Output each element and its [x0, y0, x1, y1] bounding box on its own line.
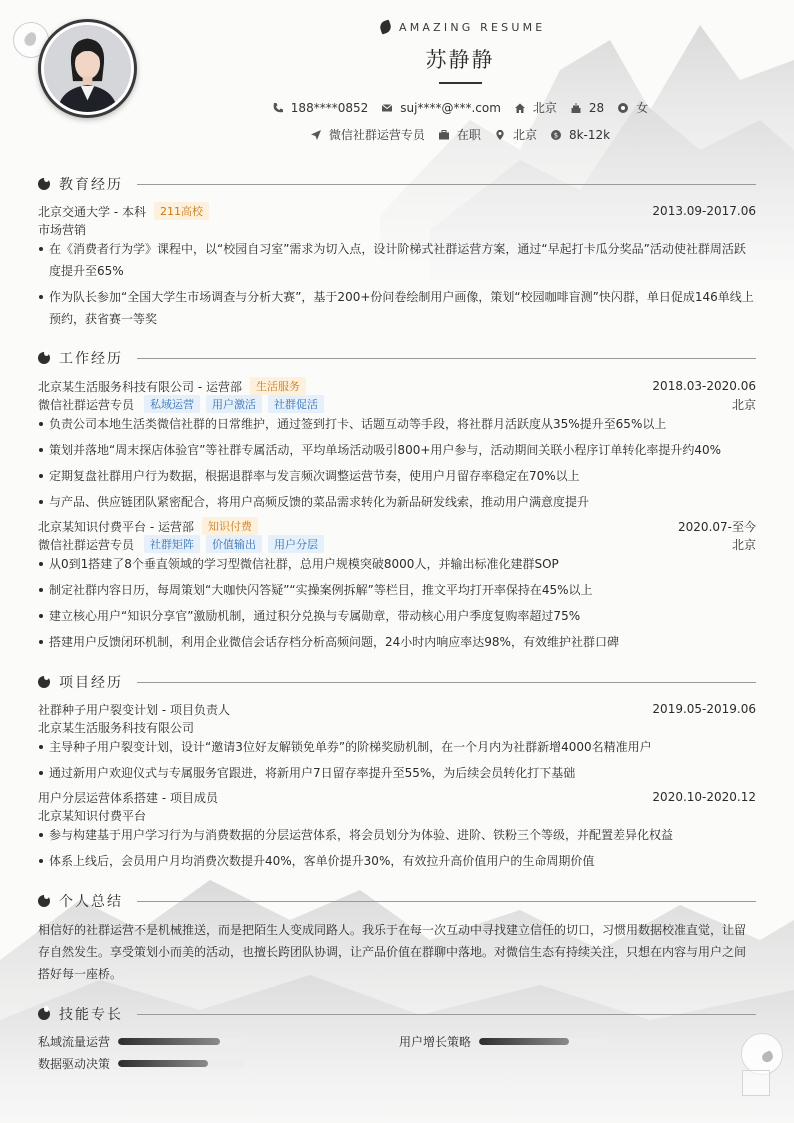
brand-text: AMAZING RESUME	[399, 20, 546, 34]
job-city: 北京	[731, 537, 756, 552]
project-org: 北京某生活服务科技有限公司	[38, 720, 195, 735]
home-icon	[514, 102, 526, 114]
contact-age: 28	[570, 101, 604, 115]
location-pin-icon	[494, 129, 506, 141]
contact-row	[0, 99, 794, 116]
skill-item: 私域流量运营	[38, 1032, 246, 1050]
job-city: 北京	[731, 397, 756, 412]
project-header	[38, 788, 756, 806]
skill-bar	[118, 1038, 246, 1045]
intent-status: 在职	[438, 126, 481, 143]
cake-icon	[570, 102, 582, 114]
job-position-row	[38, 395, 756, 413]
job-header	[38, 377, 756, 395]
leaf-icon	[38, 676, 50, 688]
gender-icon	[617, 102, 629, 114]
leaf-icon	[38, 1008, 50, 1020]
phone-icon	[272, 102, 284, 114]
job-bullet: 从0到1搭建了8个垂直领域的学习型微信社群，总用户规模突破8000人，并输出标准化建群SOP	[38, 553, 756, 575]
contact-city: 北京	[514, 99, 557, 116]
company-name: 北京某知识付费平台 - 运营部	[38, 519, 194, 534]
section-education-title: 教育经历	[38, 174, 756, 194]
skill-bar-fill	[118, 1038, 220, 1045]
project-header	[38, 700, 756, 718]
skill-tag: 社群促活	[268, 395, 324, 413]
section-divider	[137, 358, 756, 359]
contact-phone: 188****0852	[272, 101, 368, 115]
skill-bar-fill	[118, 1060, 208, 1067]
candidate-name: 苏静静	[425, 48, 495, 72]
project-name: 用户分层运营体系搭建 - 项目成员	[38, 790, 218, 805]
school-tag: 211高校	[154, 202, 209, 220]
section-divider	[137, 184, 756, 185]
project-date: 2020.10-2020.12	[652, 790, 756, 804]
skill-tag: 私域运营	[144, 395, 200, 413]
skill-tag: 用户激活	[206, 395, 262, 413]
leaf-icon	[38, 178, 50, 190]
seal-stamp-icon	[742, 1070, 770, 1096]
project-bullet: 通过新用户欢迎仪式与专属服务官跟进，将新用户7日留存率提升至55%，为后续会员转化打下基础	[38, 762, 756, 784]
education-bullet: 作为队长参加“全国大学生市场调查与分析大赛”，基于200+份问卷绘制用户画像，策划“校园咖啡盲测”快闪群，单日促成146单线上预约，获省赛一等奖	[38, 286, 756, 330]
leaf-icon	[378, 19, 392, 34]
education-date: 2013.09-2017.06	[652, 204, 756, 218]
project-name: 社群种子用户裂变计划 - 项目负责人	[38, 702, 230, 717]
section-divider	[137, 1014, 756, 1015]
industry-tag: 生活服务	[250, 377, 306, 395]
job-bullet: 建立核心用户“知识分享官”激励机制，通过积分兑换与专属勋章，带动核心用户季度复购率超过75%	[38, 605, 756, 627]
leaf-icon	[38, 895, 50, 907]
job-intent-row	[0, 126, 794, 143]
project-org: 北京某知识付费平台	[38, 808, 147, 823]
job-position: 微信社群运营专员	[38, 537, 135, 552]
project-bullet: 体系上线后，会员用户月均消费次数提升40%，客单价提升30%，有效拉升高价值用户的生命周期价值	[38, 850, 756, 872]
education-major: 市场营销	[38, 222, 87, 237]
job-position-row	[38, 535, 756, 553]
job-date: 2020.07-至今	[678, 519, 756, 534]
summary-text: 相信好的社群运营不是机械推送，而是把陌生人变成同路人。我乐于在每一次互动中寻找建立信任的切口，习惯用数据校准直觉，让留存自然发生。享受策划小而美的活动，也擅长跨团队协调，让产品价值在群聊中落地。对微信生态有持续关注，只想在内容与用户之间搭好每一座桥。	[38, 923, 747, 981]
section-projects-title: 项目经历	[38, 672, 756, 692]
section-divider	[137, 901, 756, 902]
skill-tag: 用户分层	[268, 535, 324, 553]
job-bullet: 与产品、供应链团队紧密配合，将用户高频反馈的菜品需求转化为新品研发线索，推动用户满意度提升	[38, 491, 756, 513]
skill-bar	[118, 1060, 246, 1067]
skill-tag: 价值输出	[206, 535, 262, 553]
job-bullet: 策划并落地“周末探店体验官”等社群专属活动，平均单场活动吸引800+用户参与，活动期间关联小程序订单转化率提升约40%	[38, 439, 756, 461]
school-name: 北京交通大学 - 本科	[38, 204, 146, 219]
briefcase-icon	[438, 129, 450, 141]
skill-bar-fill	[479, 1038, 569, 1045]
leaf-badge-icon	[741, 1033, 783, 1075]
intent-city: 北京	[494, 126, 537, 143]
contact-gender: 女	[617, 99, 648, 116]
salary-icon	[550, 129, 562, 141]
job-bullet: 搭建用户反馈闭环机制，利用企业微信会话存档分析高频问题，24小时内响应率达98%，有效维护社群口碑	[38, 631, 756, 653]
svg-text:$: $	[553, 131, 559, 139]
section-skills-title: 技能专长	[38, 1004, 756, 1024]
section-work-title: 工作经历	[38, 348, 756, 368]
mail-icon	[381, 102, 393, 114]
company-name: 北京某生活服务科技有限公司 - 运营部	[38, 379, 242, 394]
job-bullet: 负责公司本地生活类微信社群的日常维护，通过签到打卡、话题互动等手段，将社群月活跃度从35%提升至65%以上	[38, 413, 756, 435]
section-divider	[137, 682, 756, 683]
job-bullet: 制定社群内容日历，每周策划“大咖快闪答疑”“实操案例拆解”等栏目，推文平均打开率保持在45%以上	[38, 579, 756, 601]
brand	[380, 20, 545, 34]
job-header	[38, 517, 756, 535]
education-bullet: 在《消费者行为学》课程中，以“校园自习室”需求为切入点，设计阶梯式社群运营方案，通过“早起打卡瓜分奖品”活动使社群周活跃度提升至65%	[38, 238, 756, 282]
skill-item: 数据驱动决策	[38, 1054, 246, 1072]
intent-position: 微信社群运营专员	[310, 126, 425, 143]
skill-item: 用户增长策略	[399, 1032, 607, 1050]
project-bullet: 主导种子用户裂变计划，设计“邀请3位好友解锁免单券”的阶梯奖励机制，在一个月内为社群新增4000名精准用户	[38, 736, 756, 758]
skill-bar	[479, 1038, 607, 1045]
contact-email: suj****@***.com	[381, 101, 501, 115]
skill-tag: 社群矩阵	[144, 535, 200, 553]
job-date: 2018.03-2020.06	[652, 379, 756, 393]
send-icon	[310, 129, 322, 141]
leaf-icon	[38, 352, 50, 364]
intent-salary: $ 8k-12k	[550, 128, 610, 142]
project-date: 2019.05-2019.06	[652, 702, 756, 716]
section-summary-title: 个人总结	[38, 891, 756, 911]
industry-tag: 知识付费	[202, 517, 258, 535]
project-bullet: 参与构建基于用户学习行为与消费数据的分层运营体系，将会员划分为体验、进阶、铁粉三个等级，并配置差异化权益	[38, 824, 756, 846]
education-header	[38, 202, 756, 220]
job-position: 微信社群运营专员	[38, 397, 135, 412]
name-divider	[439, 82, 482, 84]
job-bullet: 定期复盘社群用户行为数据，根据退群率与发言频次调整运营节奏，使用户月留存率稳定在70%以上	[38, 465, 756, 487]
